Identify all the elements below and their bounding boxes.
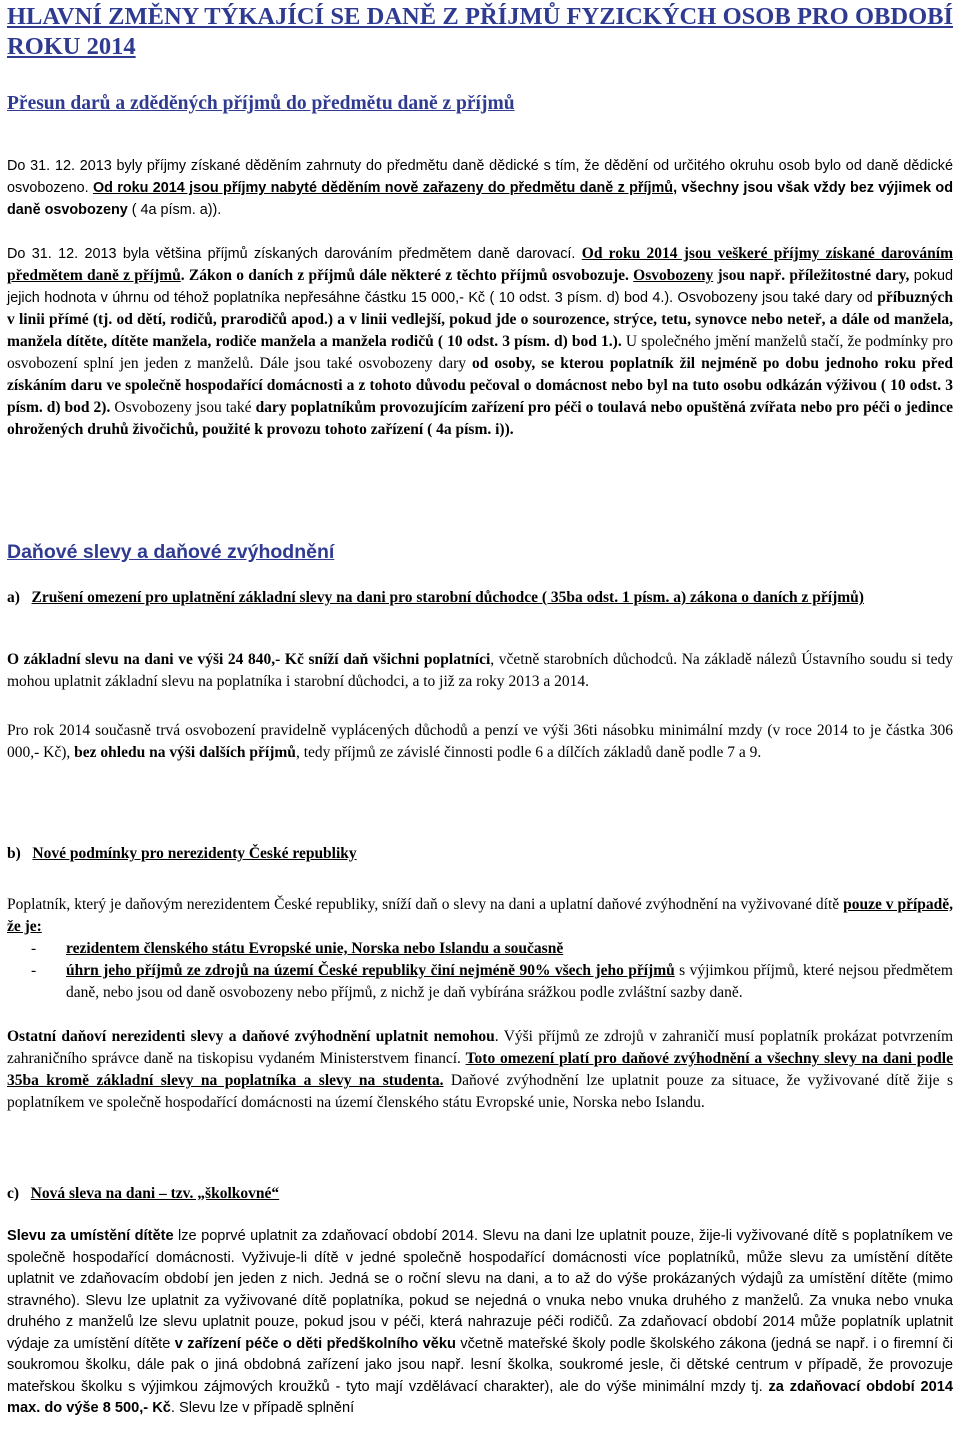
text-emphasis: úhrn jeho příjmů ze zdrojů na území České republiky činí nejméně 90% všech jeho příjmů xyxy=(66,962,675,979)
text: Do 31. 12. 2013 byly příjmy získané děděním zahrnuty do předmětu daně dědické s tím, že dědění od určitého okruhu osob bylo od daně dědické osvobozeno. xyxy=(7,158,953,196)
text: Pro rok 2014 současně trvá osvobození pravidelně vyplácených důchodů a penzí ve výši 36ti násobku minimální mzdy (v roce 2014 to je částka 306 000,- Kč), xyxy=(7,722,953,761)
text-emphasis: za zdaňovací období 2014 max. do výše 8 500,- Kč xyxy=(7,1378,953,1416)
paragraph-nonresidents xyxy=(7,894,953,938)
paragraph-pensioners xyxy=(7,649,953,693)
subsection-label: a) xyxy=(7,589,20,606)
paragraph-other-nonresidents xyxy=(7,1026,953,1114)
text-emphasis: Toto omezení platí pro daňové zvýhodnění a všechny slevy na dani podle 35ba kromě základní slevy na poplatníka a slevy na studenta. xyxy=(7,1050,953,1089)
paragraph-kindergarten xyxy=(7,1226,953,1420)
text: s výjimkou příjmů, které nejsou předmětem daně, nebo jsou od daně osvobozeny nebo příjmů, z nichž je daň vybírána srážkou podle zvláštní sazby daně. xyxy=(66,962,953,1001)
text: ( 4a písm. a)). xyxy=(127,202,222,218)
text: Daňové zvýhodnění lze uplatnit pouze za situace, že vyživované dítě žije s poplatníkem ve společně hospodařící domácnosti na území členského státu Evropské unie, Norska nebo Islandu. xyxy=(7,1072,954,1111)
text-emphasis: Od roku 2014 jsou příjmy nabyté děděním nově zařazeny do předmětu daně z příjmů xyxy=(92,180,674,196)
text-emphasis: v zařízení péče o děti předškolního věku xyxy=(174,1335,456,1352)
text-emphasis: příbuzných v linii přímé (tj. od dětí, rodičů, prarodičů apod.) a v linii vedlejší, pokud jde o sourozence, strýce, tetu, synovce nebo neteř, a dále od manžela, manžela dítěte, dítěte manžela, rodiče manžela a manžela rodičů ( 10 odst. 3 písm. d) bod 1.). xyxy=(7,289,953,350)
paragraph-pensions xyxy=(7,720,953,764)
text: , včetně starobních důchodců. Na základě nálezů Ústavního soudu si tedy mohou uplatnit základní slevu na poplatníka i starobní důchodci, a to již za roky 2013 a 2014. xyxy=(7,651,953,690)
dash-bullet: - xyxy=(31,940,37,957)
section-title-tax-reliefs: Daňové slevy a daňové zvýhodnění xyxy=(7,541,335,563)
page-title: HLAVNÍ ZMĚNY TÝKAJÍCÍ SE DANĚ Z PŘÍJMŮ FYZICKÝCH OSOB PRO OBDOBÍ ROKU 2014 xyxy=(7,3,953,60)
text: Poplatník, který je daňovým nerezidentem České republiky, sníží daň o slevy na dani a uplatní daňové zvýhodnění na vyživované dítě xyxy=(7,896,844,913)
paragraph-inheritance xyxy=(7,155,953,221)
subsection-b-heading xyxy=(7,843,953,865)
text-emphasis: dary poplatníkům provozujícím zařízení pro péči o toulavá nebo opuštěná zvířata nebo pro péči o jedince ohrožených druhů živočichů, použité k provozu tohoto zařízení ( 4a písm. i)). xyxy=(7,399,954,438)
text: pokud jejich hodnota v úhrnu od téhož poplatníka nepřesáhne částku 15 000,- Kč ( 10 odst. 3 písm. d) bod 4.). Osvobozeny jsou také dary od xyxy=(7,268,953,306)
section-title-gifts: Přesun darů a zděděných příjmů do předmětu daně z příjmů xyxy=(7,93,515,114)
text-emphasis: pouze v případě, že je: xyxy=(7,896,953,935)
text: včetně mateřské školy podle školského zákona (jedná se např. i o firemní či soukromou školku, dále pak o jiná obdobná zařízení jako jsou např. lesní školka, soukromé jesle, či dětské centrum v případě, že provozuje mateřskou školku s výjimkou zájmových kroužků - tyto mají vzdělávací charakter), ale do výše minimální mzdy tj. xyxy=(7,1335,954,1395)
subsection-title: Nová sleva na dani – tzv. „školkovné“ xyxy=(30,1185,280,1202)
subsection-title: Nové podmínky pro nerezidenty České republiky xyxy=(32,845,357,862)
text: . Výši příjmů ze zdrojů v zahraničí musí poplatník prokázat potvrzením zahraničního správce daně na tiskopisu vydaném Ministerstvem financí. xyxy=(7,1028,953,1067)
dash-bullet: - xyxy=(31,962,37,979)
text: . Slevu lze v případě splnění xyxy=(170,1400,355,1416)
paragraph-gifts xyxy=(7,243,953,441)
text-emphasis: rezidentem členského státu Evropské unie, Norska nebo Islandu a současně xyxy=(66,940,564,957)
text-emphasis: jsou např. xyxy=(713,267,790,284)
text-emphasis: , všechny jsou však vždy bez výjimek od daně osvobozeny xyxy=(7,180,953,218)
list-item xyxy=(0,938,953,960)
subsection-label: b) xyxy=(7,845,21,862)
subsection-a-heading xyxy=(7,587,953,609)
text-emphasis: O základní slevu na dani ve výši 24 840,- Kč sníží daň všichni poplatníci xyxy=(7,651,491,668)
text-emphasis: bez ohledu na výši dalších příjmů xyxy=(74,744,296,761)
text: U společného jmění manželů stačí, že podmínky pro osvobození splní jen jeden z manželů. Dále jsou také osvobozeny dary xyxy=(7,333,953,372)
text: Do 31. 12. 2013 byla většina příjmů získaných darováním předmětem daně darovací. xyxy=(7,246,582,262)
text-emphasis: od osoby, se kterou poplatník žil nejméně po dobu jednoho roku před získáním daru ve společně hospodařící domácnosti a z tohoto důvodu pečoval o domácnost nebo byl na tuto osobu odkázán výživou ( 10 odst. 3 písm. d) bod 2). xyxy=(7,355,954,416)
text-emphasis: Od roku 2014 jsou veškeré příjmy získané darováním předmětem daně z příjmů xyxy=(7,245,953,284)
list-item xyxy=(0,960,953,1004)
text-emphasis: Osvobozeny xyxy=(633,267,714,284)
subsection-label: c) xyxy=(7,1185,20,1202)
text: lze poprvé uplatnit za zdaňovací období 2014. Slevu na dani lze uplatnit pouze, žije-li vyživované dítě s poplatníkem ve společně hospodařící domácnosti. Vyživuje-li dítě v jedné společně hospodařící domácnosti více poplatníků, může slevu za umístění dítěte uplatnit ve zdaňovacím období jen jeden z nich. Jedná se o roční slevu na dani, a to až do výše prokázaných výdajů za umístění dítěte (mimo stravného). Slevu lze uplatnit za vyživované dítě poplatníka, pokud se nejedná o vnuka nebo vnuka druhého z manželů. Za vnuka nebo vnuka druhého z manželů lze slevu uplatnit pouze, pokud jsou v péči, která nahrazuje péči rodičů. Za zdaňovací období 2014 může poplatník uplatnit výdaje za umístění dítěte xyxy=(7,1228,953,1352)
subsection-c-heading xyxy=(7,1183,953,1205)
subsection-title: Zrušení omezení pro uplatnění základní slevy na dani pro starobní důchodce ( 35ba odst. 1 písm. a) zákona o daních z příjmů) xyxy=(31,589,864,606)
text: Osvobozeny jsou také xyxy=(110,399,256,416)
text-emphasis: Ostatní daňoví nerezidenti slevy a daňové zvýhodnění uplatnit nemohou xyxy=(7,1028,495,1045)
text-emphasis: příležitostné dary, xyxy=(789,267,910,284)
text-emphasis: . Zákon o daních z příjmů dále některé z těchto příjmů osvobozuje. xyxy=(180,267,634,284)
conditions-list xyxy=(0,938,953,1004)
text: , tedy příjmů ze závislé činnosti podle 6 a dílčích základů daně podle 7 a 9. xyxy=(295,744,762,761)
text-emphasis: Slevu za umístění dítěte xyxy=(7,1228,174,1244)
